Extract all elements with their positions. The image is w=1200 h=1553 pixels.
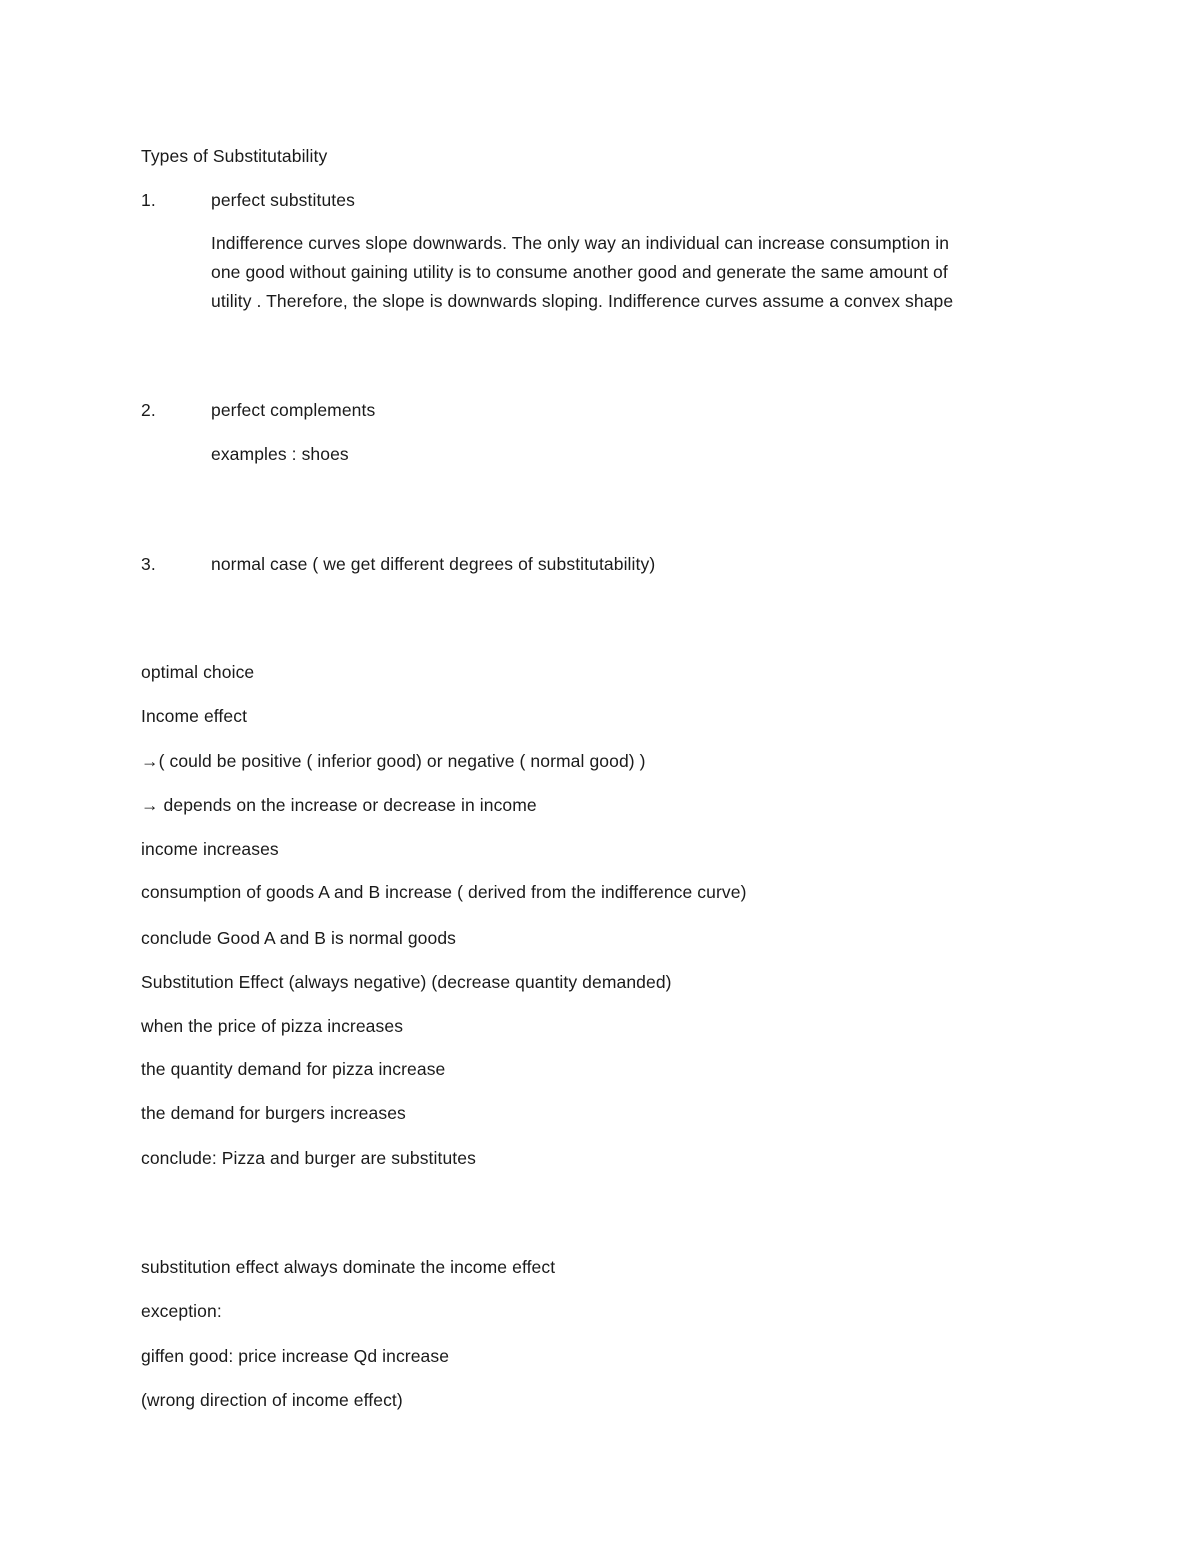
note-line: consumption of goods A and B increase ( derived from the indifference curve) [141,882,747,902]
note-line: → depends on the increase or decrease in income [141,795,537,815]
closing-line: giffen good: price increase Qd increase [141,1346,450,1366]
note-line: when the price of pizza increases [141,1016,404,1036]
closing-line: (wrong direction of income effect) [141,1390,403,1410]
list-heading-2: perfect complements [211,400,376,420]
note-line: optimal choice [141,662,255,682]
list-description-2: examples : shoes [211,444,349,464]
closing-line: substitution effect always dominate the income effect [141,1257,556,1277]
list-heading-3: normal case ( we get different degrees of substitutability) [211,554,656,574]
note-line: conclude: Pizza and burger are substitutes [141,1148,476,1168]
list-heading-1: perfect substitutes [211,190,355,210]
list-number-3: 3. [141,554,156,574]
note-line: the demand for burgers increases [141,1103,406,1123]
list-number-2: 2. [141,400,156,420]
note-line: the quantity demand for pizza increase [141,1059,446,1079]
description-line: one good without gaining utility is to consume another good and generate the same amount of [211,262,948,282]
note-line: Substitution Effect (always negative) (decrease quantity demanded) [141,972,672,992]
list-number-1: 1. [141,190,156,210]
note-line: →( could be positive ( inferior good) or negative ( normal good) ) [141,751,646,771]
description-line: utility . Therefore, the slope is downwards sloping. Indifference curves assume a convex shape [211,291,954,311]
document-title: Types of Substitutability [141,146,328,166]
note-line: Income effect [141,706,248,726]
note-line: conclude Good A and B is normal goods [141,928,457,948]
note-line: income increases [141,839,279,859]
list-description-1 [211,229,1071,316]
closing-line: exception: [141,1301,222,1321]
description-line: Indifference curves slope downwards. The only way an individual can increase consumption in [211,233,950,253]
